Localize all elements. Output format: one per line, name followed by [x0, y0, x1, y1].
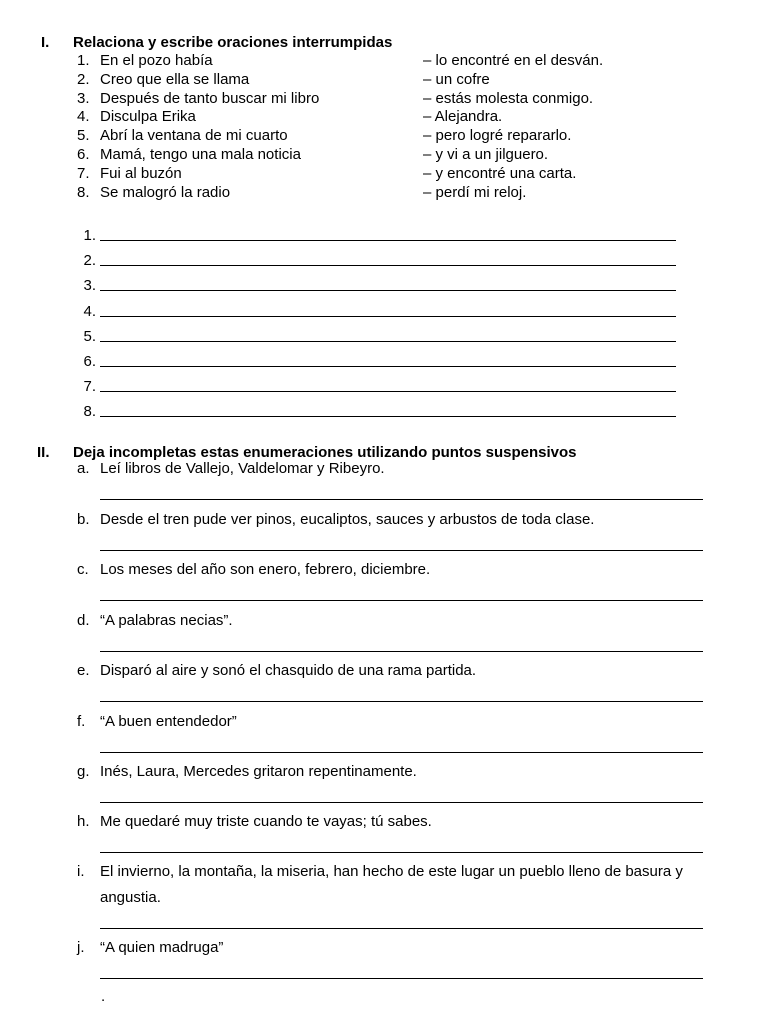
answer-line[interactable]	[0, 352, 768, 371]
section-1-numeral: I.	[41, 34, 50, 51]
answer-line[interactable]	[0, 226, 768, 245]
match-row	[77, 107, 677, 126]
item-number: 1.	[77, 52, 90, 69]
section-2-title: Deja incompletas estas enumeraciones utilizando puntos suspensivos	[73, 444, 577, 461]
writing-line[interactable]	[100, 978, 703, 979]
sentence-end: – pero logré repararlo.	[423, 127, 572, 145]
writing-line[interactable]	[100, 240, 676, 241]
answer-line[interactable]	[0, 377, 768, 396]
sentence-start: Creo que ella se llama	[100, 70, 250, 88]
match-row	[77, 183, 677, 202]
answer-line[interactable]	[0, 302, 768, 321]
sentence-start: Disculpa Erika	[100, 108, 196, 126]
answer-line[interactable]	[0, 327, 768, 346]
match-row	[77, 164, 677, 183]
sentence-end: – y encontré una carta.	[423, 164, 577, 182]
match-row	[77, 89, 677, 108]
section-2-numeral: II.	[37, 444, 50, 461]
item-sentence: “A buen entendedor”	[100, 713, 237, 730]
item-number: 4.	[77, 108, 90, 126]
match-row	[77, 70, 677, 89]
sentence-start: Abrí la ventana de mi cuarto	[100, 127, 288, 145]
answer-number: 8.	[83, 403, 96, 421]
item-letter: h.	[77, 813, 90, 830]
answer-number: 1.	[83, 227, 96, 244]
item-number: 3.	[77, 89, 90, 107]
writing-line[interactable]	[100, 499, 703, 500]
match-row	[77, 51, 677, 70]
writing-line[interactable]	[100, 341, 676, 342]
writing-line[interactable]	[100, 651, 703, 652]
item-number: 2.	[77, 70, 90, 88]
writing-line[interactable]	[100, 265, 676, 266]
item-letter: c.	[77, 561, 89, 578]
answer-number: 4.	[83, 302, 96, 320]
item-letter: j.	[77, 939, 85, 956]
item-sentence: “A quien madruga”	[100, 939, 224, 956]
item-sentence: Los meses del año son enero, febrero, diciembre.	[100, 561, 431, 578]
item-letter: b.	[77, 511, 90, 528]
item-letter: g.	[77, 763, 90, 780]
writing-line[interactable]	[100, 290, 676, 291]
answer-line[interactable]	[0, 251, 768, 270]
match-row	[77, 126, 677, 145]
item-sentence: Desde el tren pude ver pinos, eucaliptos, sauces y arbustos de toda clase.	[100, 511, 595, 528]
answer-number: 5.	[83, 327, 96, 345]
sentence-start: Mamá, tengo una mala noticia	[100, 146, 301, 163]
writing-line[interactable]	[100, 550, 703, 551]
sentence-end: – estás molesta conmigo.	[423, 89, 594, 107]
item-sentence: Leí libros de Vallejo, Valdelomar y Ribeyro.	[100, 460, 385, 477]
writing-line[interactable]	[100, 701, 703, 702]
answer-number: 2.	[83, 252, 96, 270]
answer-line[interactable]	[0, 402, 768, 421]
sentence-start: En el pozo había	[100, 52, 213, 69]
answer-number: 3.	[83, 277, 96, 295]
writing-line[interactable]	[100, 852, 703, 853]
writing-line[interactable]	[100, 316, 676, 317]
item-letter: i.	[77, 863, 85, 880]
sentence-start: Fui al buzón	[100, 164, 182, 182]
writing-line[interactable]	[100, 802, 703, 803]
answer-number: 7.	[83, 378, 96, 396]
sentence-start: Después de tanto buscar mi libro	[100, 89, 320, 107]
item-number: 5.	[77, 127, 90, 145]
item-letter: d.	[77, 612, 90, 629]
writing-line[interactable]	[100, 752, 703, 753]
item-letter: e.	[77, 662, 90, 679]
writing-line[interactable]	[100, 600, 703, 601]
sentence-end: – Alejandra.	[423, 108, 503, 126]
item-letter: a.	[77, 460, 90, 477]
answer-number: 6.	[83, 353, 96, 370]
sentence-end: – perdí mi reloj.	[423, 183, 527, 201]
writing-line[interactable]	[100, 928, 703, 929]
item-sentence: El invierno, la montaña, la miseria, han hecho de este lugar un pueblo lleno de basura y angustia.	[100, 863, 683, 906]
item-sentence: Disparó al aire y sonó el chasquido de una rama partida.	[100, 662, 477, 679]
item-number: 8.	[77, 183, 90, 201]
writing-line[interactable]	[100, 391, 676, 392]
item-letter: f.	[77, 713, 86, 730]
sentence-end: – un cofre	[423, 70, 490, 88]
sentence-start: Se malogró la radio	[100, 183, 231, 201]
answer-line[interactable]	[0, 276, 768, 295]
writing-line[interactable]	[100, 366, 676, 367]
sentence-end: – lo encontré en el desván.	[423, 52, 604, 69]
item-number: 7.	[77, 164, 90, 182]
sentence-end: – y vi a un jilguero.	[423, 146, 549, 163]
item-sentence: Me quedaré muy triste cuando te vayas; tú sabes.	[100, 813, 432, 830]
item-sentence: “A palabras necias”.	[100, 612, 233, 629]
item-sentence: Inés, Laura, Mercedes gritaron repentinamente.	[100, 763, 417, 780]
section-1-title: Relaciona y escribe oraciones interrumpidas	[73, 34, 393, 51]
trailing-period: .	[101, 988, 106, 1005]
item-number: 6.	[77, 146, 90, 163]
writing-line[interactable]	[100, 416, 676, 417]
match-row	[77, 145, 677, 164]
